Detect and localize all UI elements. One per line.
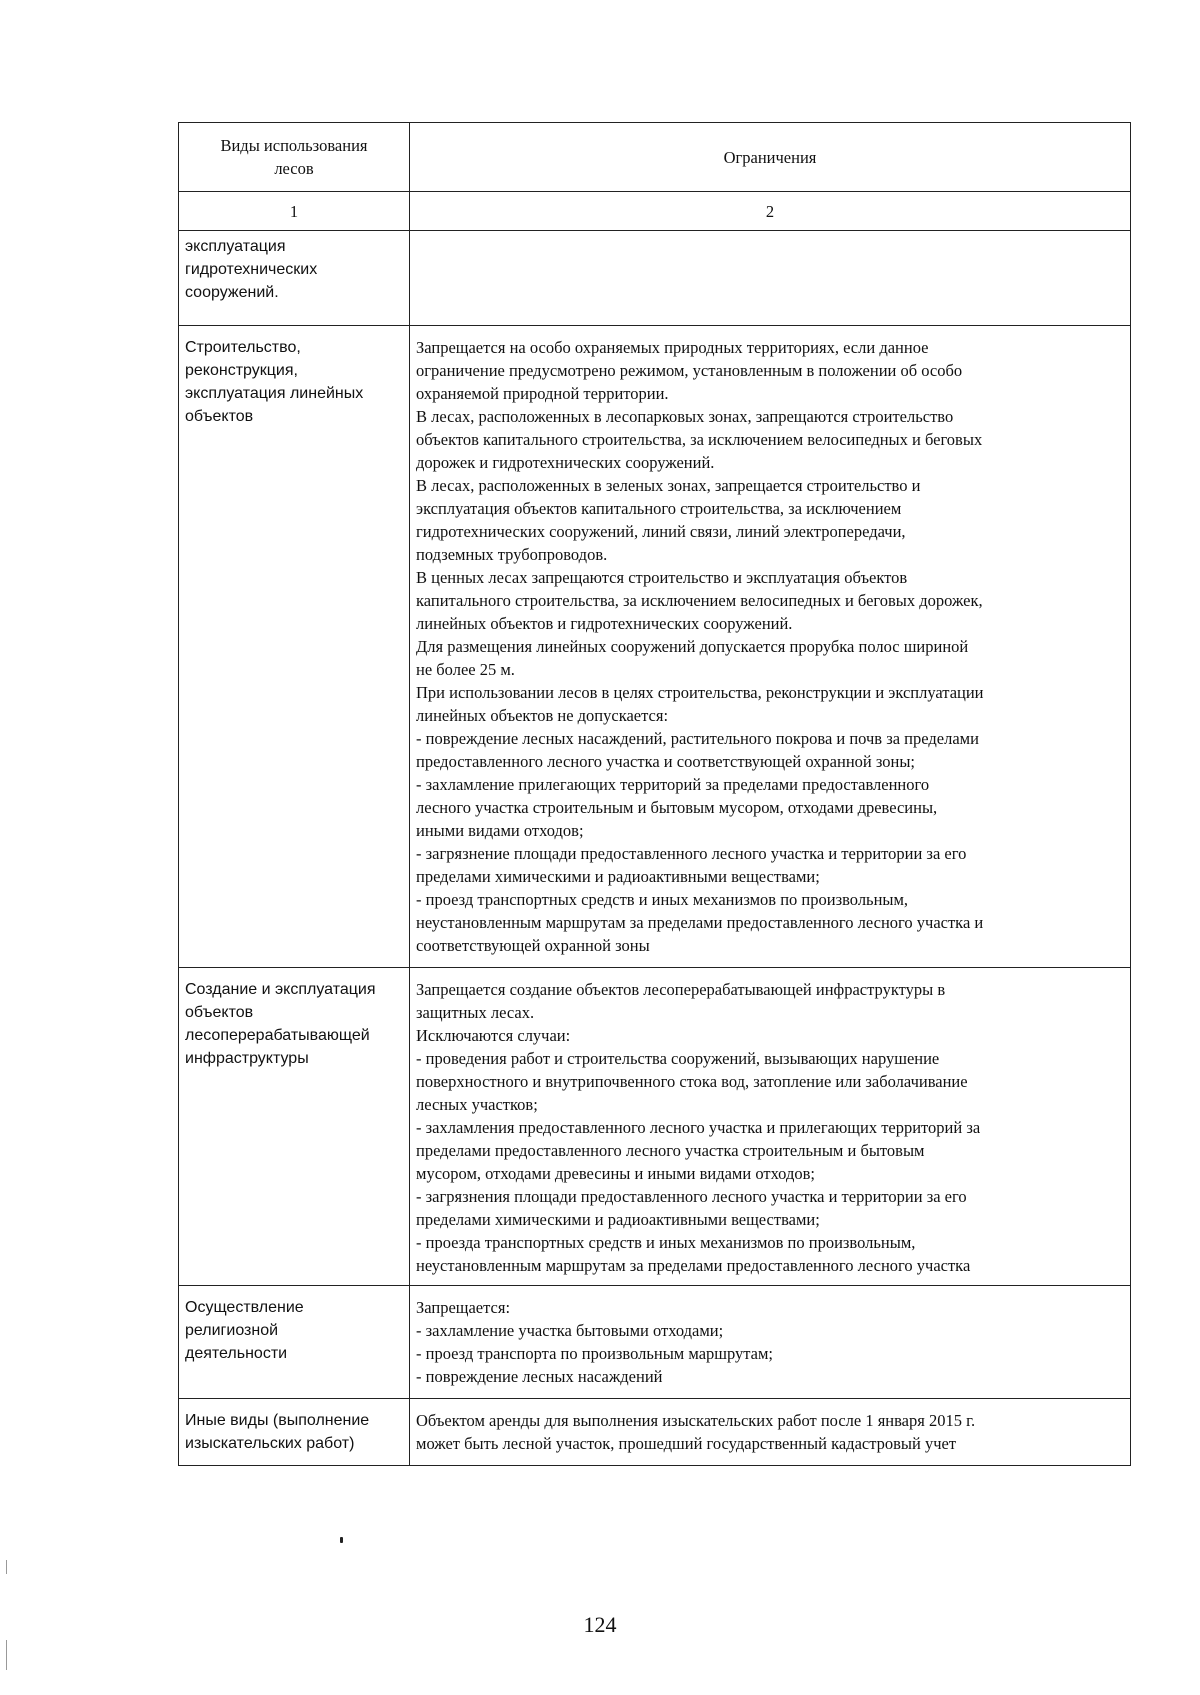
text-line: - проезд транспортных средств и иных механизмов по произвольным, xyxy=(416,890,909,909)
text-line: Создание и эксплуатация xyxy=(185,981,376,998)
text-line: религиозной xyxy=(185,1322,279,1339)
text-line: инфраструктуры xyxy=(185,1050,309,1067)
use-kind-cell xyxy=(179,968,410,1286)
text-line: Запрещается на особо охраняемых природных территориях, если данное xyxy=(416,338,929,357)
text-line: Исключаются случаи: xyxy=(416,1026,571,1045)
margin-tick xyxy=(6,1560,7,1574)
use-kind-cell xyxy=(179,1399,410,1466)
text-line: Иные виды (выполнение xyxy=(185,1412,370,1429)
text-line: объектов капитального строительства, за исключением велосипедных и беговых xyxy=(416,430,983,449)
text-line: мусором, отходами древесины и иными видами отходов; xyxy=(416,1164,815,1183)
text-line: В лесах, расположенных в зеленых зонах, запрещается строительство и xyxy=(416,476,921,495)
text-line: эксплуатация xyxy=(185,238,286,255)
text-line: охраняемой природной территории. xyxy=(416,384,669,403)
text-line: изыскательских работ) xyxy=(185,1435,355,1452)
table-row xyxy=(179,968,1131,1286)
text-line: Запрещается: xyxy=(416,1298,511,1317)
text-line: пределами химическими и радиоактивными веществами; xyxy=(416,1210,820,1229)
text-line: ограничение предусмотрено режимом, установленным в положении об особо xyxy=(416,361,963,380)
header-col1-line: лесов xyxy=(274,159,314,178)
text-line: В лесах, расположенных в лесопарковых зонах, запрещаются строительство xyxy=(416,407,954,426)
text-line: реконструкция, xyxy=(185,362,298,379)
text-line: эксплуатация линейных xyxy=(185,385,364,402)
text-line: Для размещения линейных сооружений допускается прорубка полос шириной xyxy=(416,637,969,656)
page-number: 124 xyxy=(583,1612,617,1637)
restrictions-cell xyxy=(410,326,1131,968)
table-row xyxy=(179,231,1131,326)
restrictions-table xyxy=(178,122,1131,1466)
stray-mark xyxy=(340,1537,343,1543)
text-line: - захламления предоставленного лесного участка и прилегающих территорий за xyxy=(416,1118,981,1137)
text-line: сооружений. xyxy=(185,284,279,301)
text-line: может быть лесной участок, прошедший государственный кадастровый учет xyxy=(416,1434,957,1453)
use-kind-cell xyxy=(179,231,410,326)
text-line: линейных объектов и гидротехнических сооружений. xyxy=(416,614,793,633)
text-line: В ценных лесах запрещаются строительство и эксплуатация объектов xyxy=(416,568,908,587)
text-line: - захламление участка бытовыми отходами; xyxy=(416,1321,724,1340)
text-line: При использовании лесов в целях строительства, реконструкции и эксплуатации xyxy=(416,683,984,702)
text-line: Строительство, xyxy=(185,339,301,356)
text-line: линейных объектов не допускается: xyxy=(416,706,669,725)
table-row xyxy=(179,1286,1131,1399)
text-line: - проезда транспортных средств и иных механизмов по произвольным, xyxy=(416,1233,916,1252)
text-line: капитального строительства, за исключением велосипедных и беговых дорожек, xyxy=(416,591,983,610)
text-line: неустановленным маршрутам за пределами предоставленного лесного участка xyxy=(416,1256,971,1275)
use-kind-cell xyxy=(179,326,410,968)
text-line: - проезд транспорта по произвольным маршрутам; xyxy=(416,1344,774,1363)
text-line: объектов xyxy=(185,408,254,425)
restrictions-cell xyxy=(410,968,1131,1286)
header-restrictions: Ограничения xyxy=(410,123,1131,192)
restrictions-cell xyxy=(410,231,1131,326)
header-forest-use-types xyxy=(179,123,410,192)
table-header-row xyxy=(179,123,1131,192)
restrictions-cell xyxy=(410,1286,1131,1399)
text-line: Запрещается создание объектов лесоперерабатывающей инфраструктуры в xyxy=(416,980,946,999)
column-number-2: 2 xyxy=(410,192,1131,231)
table-row xyxy=(179,1399,1131,1466)
text-line: Объектом аренды для выполнения изыскательских работ после 1 января 2015 г. xyxy=(416,1411,976,1430)
text-line: эксплуатация объектов капитального строительства, за исключением xyxy=(416,499,902,518)
text-line: - проведения работ и строительства сооружений, вызывающих нарушение xyxy=(416,1049,940,1068)
text-line: - загрязнения площади предоставленного лесного участка и территории за его xyxy=(416,1187,967,1206)
text-line: гидротехнических сооружений, линий связи, линий электропередачи, xyxy=(416,522,906,541)
text-line: защитных лесах. xyxy=(416,1003,535,1022)
table-row xyxy=(179,326,1131,968)
column-number-1: 1 xyxy=(179,192,410,231)
text-line: - загрязнение площади предоставленного лесного участка и территории за его xyxy=(416,844,967,863)
text-line: Осуществление xyxy=(185,1299,304,1316)
text-line: пределами химическими и радиоактивными веществами; xyxy=(416,867,820,886)
text-line: предоставленного лесного участка и соответствующей охранной зоны; xyxy=(416,752,916,771)
text-line: деятельности xyxy=(185,1345,288,1362)
header-col1-line: Виды использования xyxy=(220,136,368,155)
text-line: неустановленным маршрутам за пределами предоставленного лесного участка и xyxy=(416,913,984,932)
text-line: подземных трубопроводов. xyxy=(416,545,608,564)
text-line: дорожек и гидротехнических сооружений. xyxy=(416,453,715,472)
text-line: лесного участка строительным и бытовым мусором, отходами древесины, xyxy=(416,798,938,817)
text-line: иными видами отходов; xyxy=(416,821,584,840)
text-line: - повреждение лесных насаждений, растительного покрова и почв за пределами xyxy=(416,729,979,748)
restrictions-cell xyxy=(410,1399,1131,1466)
text-line: гидротехнических xyxy=(185,261,318,278)
column-number-row xyxy=(179,192,1131,231)
margin-tick xyxy=(6,1640,7,1670)
text-line: поверхностного и внутрипочвенного стока вод, затопление или заболачивание xyxy=(416,1072,968,1091)
text-line: соответствующей охранной зоны xyxy=(416,936,650,955)
text-line: - захламление прилегающих территорий за пределами предоставленного xyxy=(416,775,930,794)
text-line: лесных участков; xyxy=(416,1095,538,1114)
text-line: пределами предоставленного лесного участка строительным и бытовым xyxy=(416,1141,925,1160)
text-line: лесоперерабатывающей xyxy=(185,1027,370,1044)
use-kind-cell xyxy=(179,1286,410,1399)
text-line: не более 25 м. xyxy=(416,660,515,679)
text-line: объектов xyxy=(185,1004,254,1021)
text-line: - повреждение лесных насаждений xyxy=(416,1367,663,1386)
